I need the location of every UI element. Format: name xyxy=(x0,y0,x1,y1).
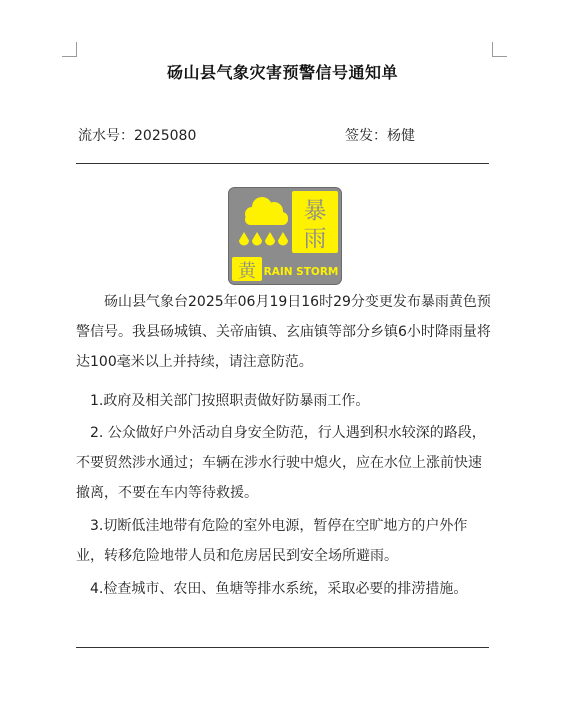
signer xyxy=(345,125,415,145)
warning-level-char: 黄 xyxy=(238,261,256,282)
signer-name: 杨健 xyxy=(387,128,415,144)
page-corner-mark-top-right xyxy=(492,42,507,57)
signer-label: 签发： xyxy=(345,128,387,144)
warning-label-bottom: 雨 xyxy=(303,226,327,252)
document-title: 砀山县气象灾害预警信号通知单 xyxy=(166,63,398,82)
serial-label: 流水号： xyxy=(78,128,134,144)
serial-number xyxy=(78,125,196,145)
separator-line-bottom xyxy=(76,647,489,648)
rainstorm-yellow-warning-icon xyxy=(228,187,342,285)
intro-paragraph: 砀山县气象台2025年06月19日16时29分变更发布暴雨黄色预警信号。我县砀城镇、关帝庙镇、玄庙镇等部分乡镇6小时降雨量将达100毫米以上并持续，请注意防范。 xyxy=(76,294,491,370)
measure-item-3: 3.切断低洼地带有危险的室外电源，暂停在空旷地方的户外作业，转移危险地带人员和危房居民到安全场所避雨。 xyxy=(76,518,468,564)
page-corner-mark-top-left xyxy=(62,42,77,57)
warning-english-label: RAIN STORM xyxy=(263,266,339,278)
warning-label-top: 暴 xyxy=(303,198,327,224)
measure-item-1: 1.政府及相关部门按照职责做好防暴雨工作。 xyxy=(90,393,370,409)
serial-value: 2025080 xyxy=(134,128,197,144)
measure-item-4: 4.检查城市、农田、鱼塘等排水系统，采取必要的排涝措施。 xyxy=(90,581,468,597)
separator-line-top xyxy=(76,163,489,164)
measure-item-2: 2. 公众做好户外活动自身安全防范，行人遇到积水较深的路段，不要贸然涉水通过；车辆在涉水行驶中熄火，应在水位上涨前快速撤离，不要在车内等待救援。 xyxy=(76,425,486,501)
